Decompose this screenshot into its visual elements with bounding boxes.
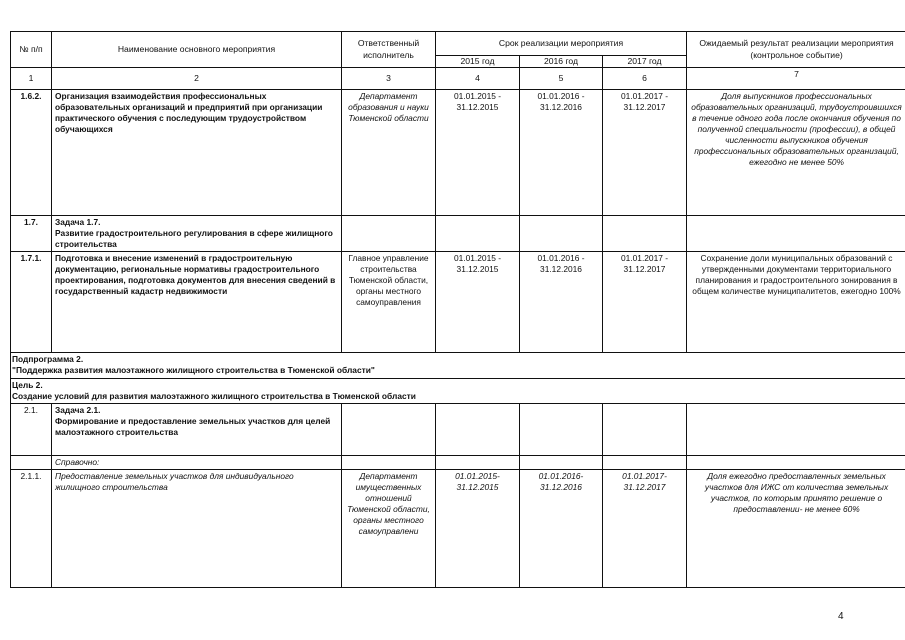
row-date-2017: 01.01.2017 - 31.12.2017 [603,90,687,216]
row-result: Сохранение доли муниципальных образований с утвержденными документами территориального планирования и градостроительного зонирования в общем количестве муниципалитетов, ежегодно 100% [687,251,905,352]
header-result: Ожидаемый результат реализации мероприятия (контрольное событие) [687,32,905,68]
column-number: 5 [520,68,603,90]
row-date-2016: 01.01.2016 - 31.12.2016 [520,251,603,352]
table-row [11,469,905,587]
row-date-2015: 01.01.2015 - 31.12.2015 [436,251,520,352]
header-year-2016: 2016 год [520,56,603,68]
header-name: Наименование основного мероприятия [52,32,342,68]
task-text: Развитие градостроительного регулирования в сфере жилищного строительства [55,228,333,250]
task-cell [52,403,342,455]
column-number: 6 [603,68,687,90]
reference-label: Справочно: [52,455,342,469]
row-number: 1.6.2. [11,90,52,216]
header-responsible: Ответственный исполнитель [342,32,436,68]
program-table [10,31,905,588]
subprogram-text: "Поддержка развития малоэтажного жилищного строительства в Тюменской области" [12,364,375,375]
header-term: Срок реализации мероприятия [436,32,687,56]
row-date-2015: 01.01.2015 - 31.12.2015 [436,90,520,216]
column-number: 3 [342,68,436,90]
page-number: 4 [838,611,844,622]
task-row [11,403,905,455]
task-title: Задача 2.1. [55,404,101,415]
row-name: Организация взаимодействия профессиональных образовательных организаций и предприятий при организации практического обучения с последующим трудоустройством обучающихся [52,90,342,216]
row-responsible: Департамент имущественных отношений Тюменской области, органы местного самоуправлени [342,469,436,587]
row-name: Предоставление земельных участков для индивидуального жилищного строительства [52,469,342,587]
reference-row [11,455,905,469]
row-number: 1.7. [11,216,52,252]
row-date-2016: 01.01.2016 - 31.12.2016 [520,90,603,216]
header-year-2015: 2015 год [436,56,520,68]
row-responsible: Главное управление строительства Тюменской области, органы местного самоуправления [342,251,436,352]
subprogram-cell [11,352,905,378]
goal-text: Создание условий для развития малоэтажного жилищного строительства в Тюменской области [12,390,416,401]
row-number: 2.1. [11,403,52,455]
goal-cell [11,378,905,403]
header-year-2017: 2017 год [603,56,687,68]
task-title: Задача 1.7. [55,217,101,228]
row-result: Доля ежегодно предоставленных земельных участков для ИЖС от количества земельных участков, по которым принято решение о предоставлении- не менее 60% [687,469,905,587]
row-date-2016: 01.01.2016- 31.12.2016 [520,469,603,587]
row-number: 2.1.1. [11,469,52,587]
column-number: 1 [11,68,52,90]
task-cell [52,216,342,252]
goal-row [11,378,905,403]
row-date-2017: 01.01.2017- 31.12.2017 [603,469,687,587]
table-row [11,251,905,352]
goal-title: Цель 2. [12,379,43,390]
header-no: № п/п [11,32,52,68]
table-row [11,90,905,216]
column-number: 7 [687,68,905,90]
row-name: Подготовка и внесение изменений в градостроительную документацию, региональные нормативы градостроительного проектирования, подготовка документов для внесения сведений в государственный кадастр недвижимости [52,251,342,352]
row-result: Доля выпускников профессиональных образовательных организаций, трудоустроившихся в течение одного года после окончания обучения по полученной специальности (профессии), в общей численности выпускников обучения профессиональных образовательных организаций, ежегодно не менее 50% [687,90,905,216]
task-text: Формирование и предоставление земельных участков для целей малоэтажного строительства [55,415,331,437]
column-number: 2 [52,68,342,90]
task-row [11,216,905,252]
subprogram-title: Подпрограмма 2. [12,353,84,364]
subprogram-row [11,352,905,378]
column-number: 4 [436,68,520,90]
row-responsible: Департамент образования и науки Тюменской области [342,90,436,216]
column-numbers-row [11,68,905,90]
row-date-2017: 01.01.2017 - 31.12.2017 [603,251,687,352]
row-number: 1.7.1. [11,251,52,352]
row-date-2015: 01.01.2015- 31.12.2015 [436,469,520,587]
